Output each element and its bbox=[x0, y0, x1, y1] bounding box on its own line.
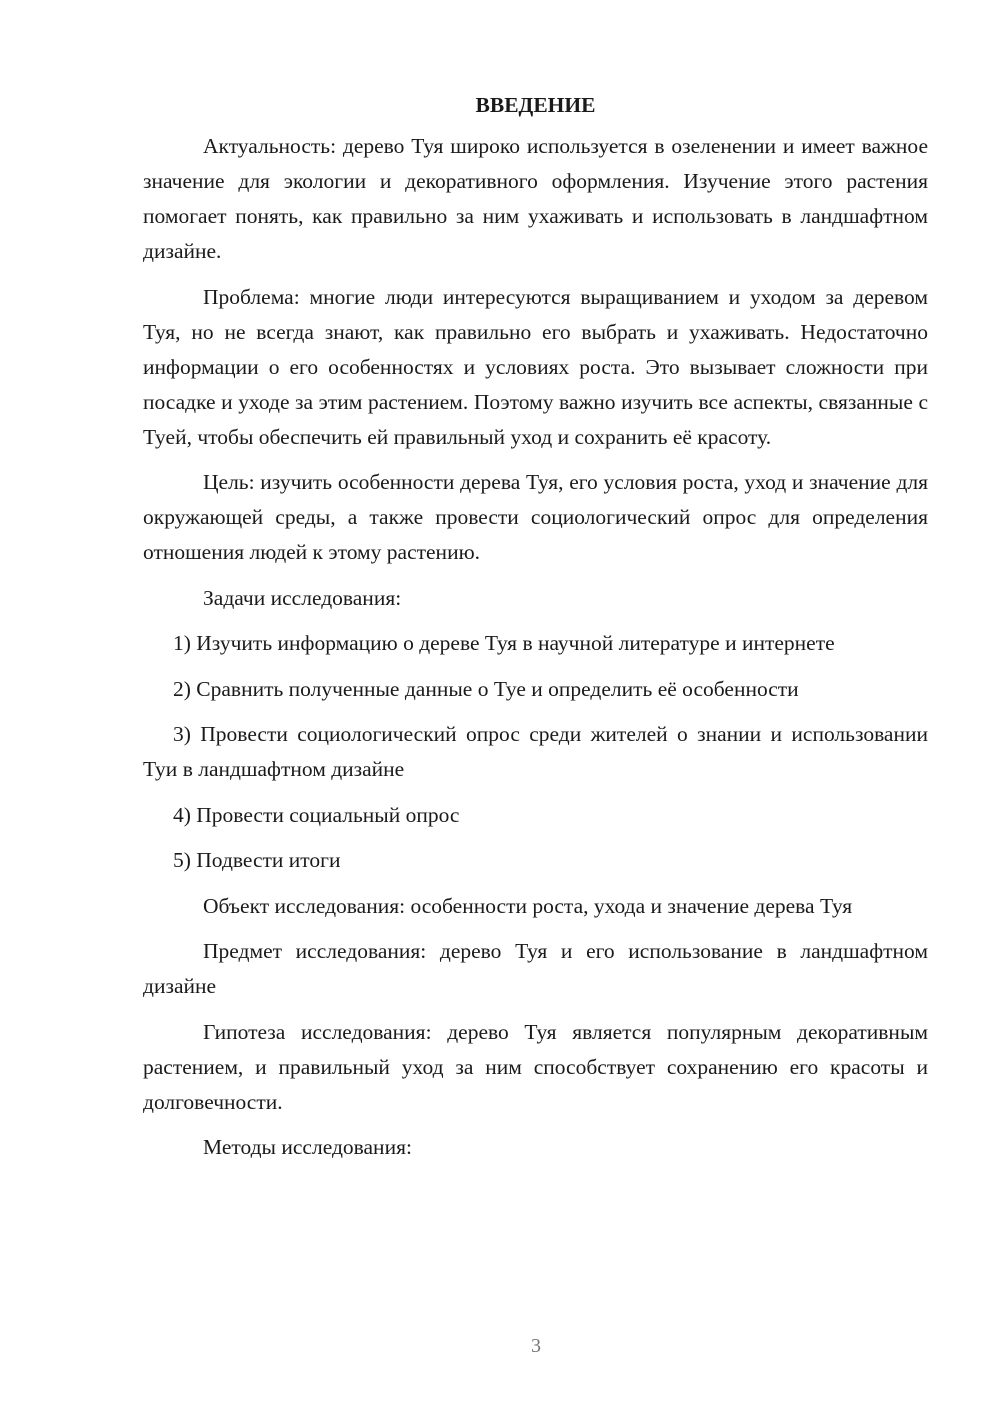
document-page bbox=[143, 88, 928, 1176]
task-item-2: 2) Сравнить полученные данные о Туе и определить её особенности bbox=[173, 676, 799, 701]
paragraph-problem: Проблема: многие люди интересуются выращиванием и уходом за деревом Туя, но не всегда знают, как правильно его выбрать и ухаживать. Недостаточно информации о его особенностях и условиях роста. Это вызывает сложности при посадке и уходе за этим растением. Поэтому важно изучить все аспекты, связанные с Туей, чтобы обеспечить ей правильный уход и сохранить её красоту. bbox=[143, 284, 928, 449]
paragraph-relevance: Актуальность: дерево Туя широко используется в озеленении и имеет важное значение для экологии и декоративного оформления. Изучение этого растения помогает понять, как правильно за ним ухаживать и использовать в ландшафтном дизайне. bbox=[143, 134, 928, 263]
paragraph-subject: Предмет исследования: дерево Туя и его использование в ландшафтном дизайне bbox=[143, 939, 928, 998]
paragraph-goal: Цель: изучить особенности дерева Туя, его условия роста, уход и значение для окружающей среды, а также провести социологический опрос для определения отношения людей к этому растению. bbox=[143, 470, 928, 564]
paragraph-methods: Методы исследования: bbox=[203, 1135, 412, 1159]
task-item-1: 1) Изучить информацию о дереве Туя в научной литературе и интернете bbox=[173, 631, 835, 655]
task-item-4: 4) Провести социальный опрос bbox=[173, 802, 460, 827]
section-title: ВВЕДЕНИЕ bbox=[475, 93, 596, 117]
paragraph-hypothesis: Гипотеза исследования: дерево Туя является популярным декоративным растением, и правильный уход за ним способствует сохранению его красоты и долговечности. bbox=[143, 1019, 928, 1114]
paragraph-object: Объект исследования: особенности роста, ухода и значение дерева Туя bbox=[203, 893, 853, 918]
paragraph-tasks-heading: Задачи исследования: bbox=[203, 585, 402, 610]
task-item-5: 5) Подвести итоги bbox=[173, 848, 341, 872]
page-number: 3 bbox=[531, 1335, 541, 1357]
task-item-3: 3) Провести социологический опрос среди жителей о знании и использовании Туи в ландшафтном дизайне bbox=[143, 722, 928, 781]
